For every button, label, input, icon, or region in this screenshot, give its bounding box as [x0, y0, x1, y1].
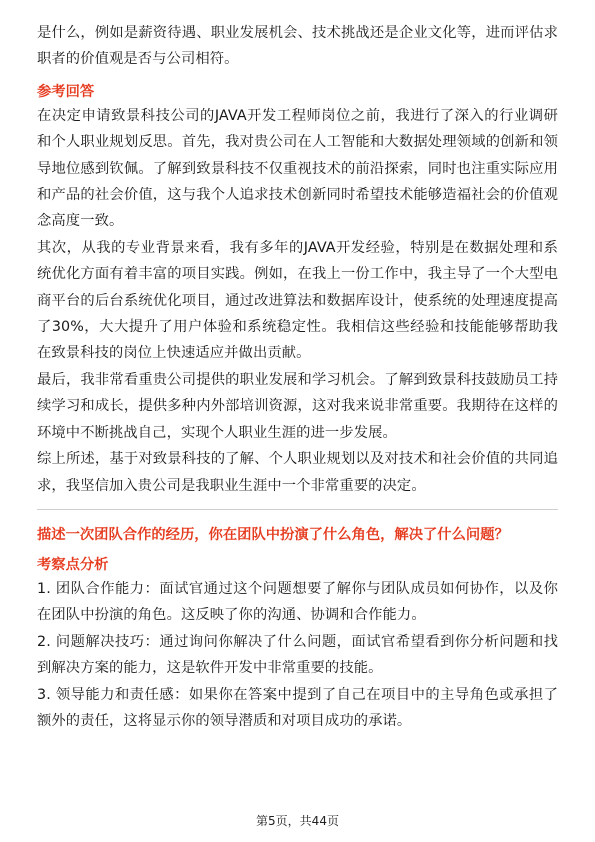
page-footer: 第5页，共44页: [256, 814, 339, 828]
analysis-point: 3. 领导能力和责任感：如果你在答案中提到了自己在项目中的主导角色或承担了额外的责任，这将显示你的领导潜质和对项目成功的承诺。: [37, 686, 558, 729]
analysis-point: 1. 团队合作能力：面试官通过这个问题想要了解你与团队成员如何协作，以及你在团队中扮演的角色。这反映了你的沟通、协调和合作能力。: [37, 580, 558, 624]
section-divider: [37, 509, 558, 510]
answer-paragraph: 最后，我非常看重贵公司提供的职业发展和学习机会。了解到致景科技鼓励员工持续学习和成长，提供多种内外部培训资源，这对我来说非常重要。我期待在这样的环境中不断挑战自己，实现个人职业生涯的进一步发展。: [37, 371, 558, 441]
answer-paragraph: 其次，从我的专业背景来看，我有多年的JAVA开发经验，特别是在数据处理和系统优化方面有着丰富的项目实践。例如，在我上一份工作中，我主导了一个大型电商平台的后台系统优化项目，通过改进算法和数据库设计，使系统的处理速度提高了30%，大大提升了用户体验和系统稳定性。我相信这些经验和技能能够帮助我在致景科技的岗位上快速适应并做出贡献。: [37, 239, 558, 362]
answer-paragraph: 综上所述，基于对致景科技的了解、个人职业规划以及对技术和社会价值的共同追求，我坚信加入贵公司是我职业生涯中一个非常重要的决定。: [37, 451, 558, 494]
document-body: [37, 20, 558, 734]
intro-paragraph: 是什么，例如是薪资待遇、职业发展机会、技术挑战还是企业文化等，进而评估求职者的价值观是否与公司相符。: [37, 25, 558, 68]
analysis-point: 2. 问题解决技巧：通过询问你解决了什么问题，面试官希望看到你分析问题和找到解决方案的能力，这是软件开发中非常重要的技能。: [37, 633, 558, 677]
question-heading: 描述一次团队合作的经历，你在团队中扮演了什么角色，解决了什么问题？: [37, 526, 509, 543]
analysis-heading: 考察点分析: [37, 556, 109, 573]
answer-heading: 参考回答: [37, 83, 95, 100]
answer-paragraph: 在决定申请致景科技公司的JAVA开发工程师岗位之前，我进行了深入的行业调研和个人职业规划反思。首先，我对贵公司在人工智能和大数据处理领域的创新和领导地位感到钦佩。了解到致景科技不仅重视技术的前沿探索，同时也注重实际应用和产品的社会价值，这与我个人追求技术创新同时希望技术能够造福社会的价值观念高度一致。: [37, 107, 558, 230]
